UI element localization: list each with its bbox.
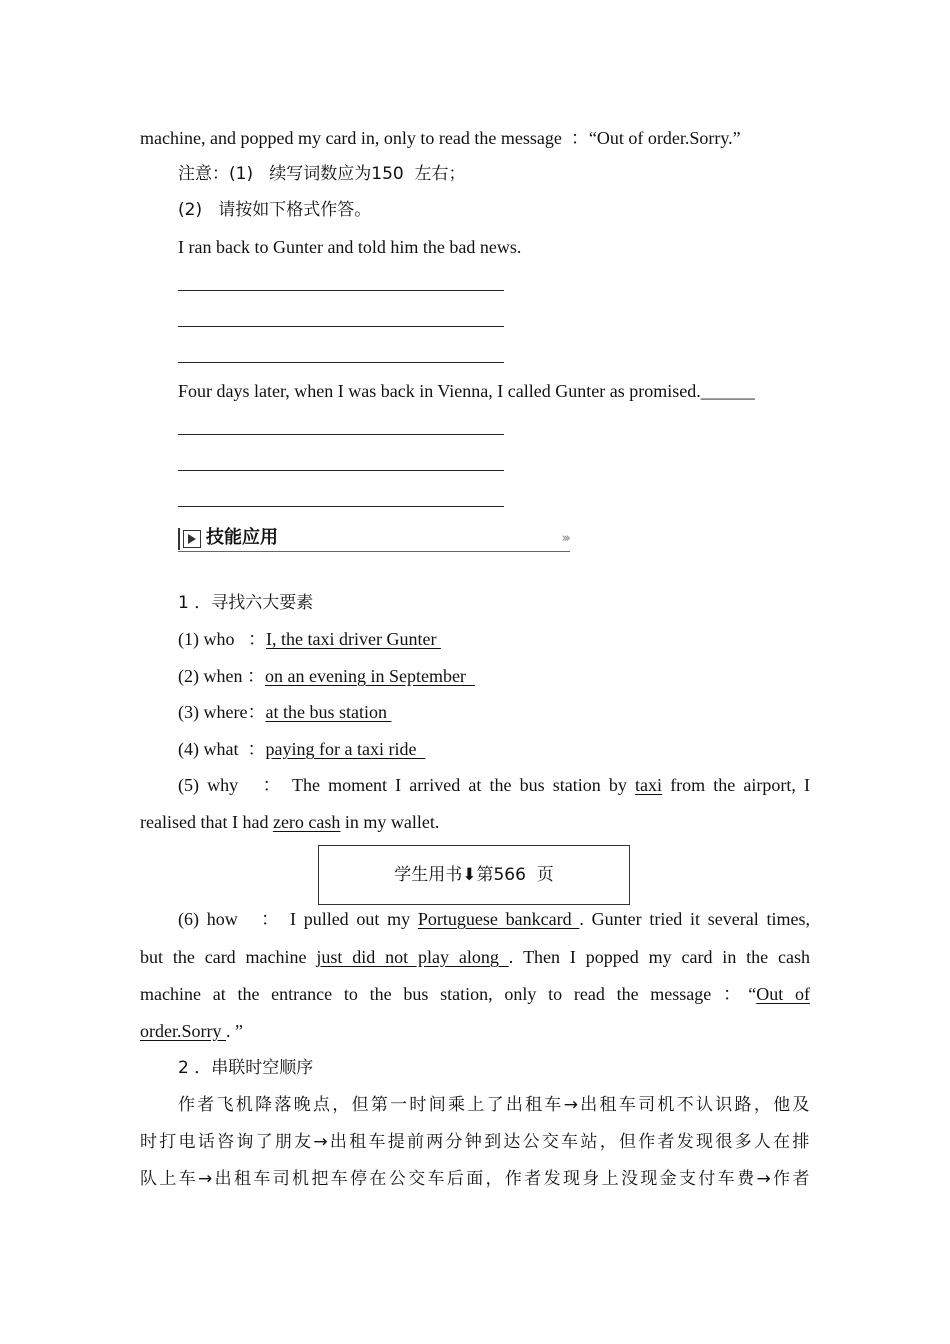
text: machine at the entrance to the bus station, only to read the message ：“	[140, 984, 757, 1004]
element-how-cont	[140, 945, 810, 969]
element-who	[178, 627, 441, 651]
element-where	[178, 700, 391, 724]
section-header	[178, 526, 570, 552]
element-when	[178, 664, 475, 688]
element-how	[178, 907, 810, 931]
label: (6) how ：	[178, 909, 283, 929]
text: realised that I had	[140, 812, 273, 832]
play-icon	[183, 530, 201, 548]
text: . Gunter tried it several times,	[579, 909, 811, 929]
book-ref-text: 学生用书⬇第566 页	[394, 865, 554, 885]
writing-line[interactable]	[178, 506, 504, 507]
text: I pulled out my	[289, 909, 418, 929]
answer: taxi	[635, 775, 663, 795]
sequence-line-3: 队上车→出租车司机把车停在公交车后面，作者发现身上没现金支付车费→作者	[140, 1169, 810, 1189]
text: from the airport, I	[670, 775, 811, 795]
element-how-cont3	[140, 1019, 243, 1043]
text: . ”	[225, 1021, 243, 1041]
paragraph1-opening: I ran back to Gunter and told him the bad news.	[178, 237, 522, 257]
answer: order.Sorry	[140, 1021, 226, 1041]
section-bar	[178, 528, 180, 550]
writing-line[interactable]	[178, 470, 504, 471]
book-page-reference	[318, 845, 630, 905]
label: (1) who ：	[178, 629, 266, 649]
answer: on an evening in September	[264, 666, 475, 686]
note-word-count: 注意：(1) 续写词数应为150 左右；	[178, 164, 466, 184]
text: . Then I popped my card in the cash	[508, 947, 811, 967]
chevrons-icon: ›››	[561, 531, 568, 546]
writing-line[interactable]	[178, 362, 504, 363]
answer: paying for a taxi ride	[265, 739, 426, 759]
label: (5) why ：	[178, 775, 285, 795]
label: (3) where：	[178, 702, 266, 722]
answer: just did not play along	[316, 947, 509, 967]
answer: Portuguese bankcard	[417, 909, 580, 929]
writing-line[interactable]	[178, 434, 504, 435]
answer: at the bus station	[265, 702, 392, 722]
element-how-cont2	[140, 982, 810, 1006]
paragraph2-blank[interactable]: ______	[700, 381, 755, 401]
label: (4) what ：	[178, 739, 266, 759]
paragraph2-opening	[178, 379, 755, 403]
answer: I, the taxi driver Gunter	[266, 629, 441, 649]
section-title: 技能应用	[206, 527, 278, 548]
answer: zero cash	[272, 812, 341, 832]
text: in my wallet.	[340, 812, 440, 832]
writing-line[interactable]	[178, 290, 504, 291]
note-format: (2) 请按如下格式作答。	[178, 200, 372, 220]
task2-heading: 2 ．串联时空顺序	[178, 1058, 314, 1078]
continuation-text: machine, and popped my card in, only to read the message ：“Out of order.Sorry.”	[140, 128, 741, 148]
text: but the card machine	[140, 947, 307, 967]
writing-line[interactable]	[178, 326, 504, 327]
element-why	[178, 773, 810, 797]
element-why-cont	[140, 810, 439, 834]
sequence-line-1: 作者飞机降落晚点，但第一时间乘上了出租车→出租车司机不认识路，他及	[178, 1095, 810, 1115]
task1-heading: 1 ．寻找六大要素	[178, 593, 314, 613]
text: The moment I arrived at the bus station by	[291, 775, 627, 795]
paragraph2-text: Four days later, when I was back in Vienna, I called Gunter as promised.	[178, 381, 701, 401]
sequence-line-2: 时打电话咨询了朋友→出租车提前两分钟到达公交车站，但作者发现很多人在排	[140, 1132, 810, 1152]
element-what	[178, 737, 425, 761]
answer: Out of	[756, 984, 811, 1004]
label: (2) when ：	[178, 666, 265, 686]
